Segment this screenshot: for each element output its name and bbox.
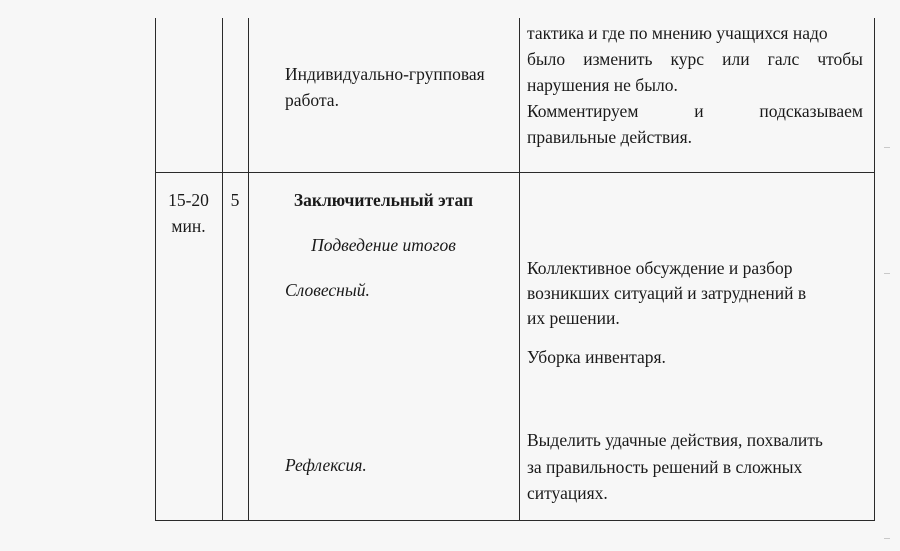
row1-col3-line2: работа. bbox=[285, 90, 339, 110]
word: чтобы bbox=[817, 49, 863, 69]
method-verbal: Словесный. bbox=[285, 280, 370, 300]
activity-cleanup: Уборка инвентаря. bbox=[527, 347, 666, 367]
activity-praise-line3: ситуациях. bbox=[527, 483, 608, 503]
stage-subtitle: Подведение итогов bbox=[311, 235, 456, 255]
activity-praise-line1: Выделить удачные действия, похвалить bbox=[527, 430, 823, 450]
word: Комментируем bbox=[527, 101, 639, 121]
word: изменить bbox=[583, 49, 653, 69]
stage-title: Заключительный этап bbox=[293, 190, 474, 210]
row1-col4-line2 bbox=[527, 46, 863, 72]
stage-number: 5 bbox=[230, 190, 240, 210]
word: галс bbox=[767, 49, 800, 69]
word: или bbox=[722, 49, 750, 69]
activity-discussion-line2: возникших ситуаций и затруднений в bbox=[527, 283, 807, 303]
table-border-left bbox=[155, 18, 156, 521]
margin-tick bbox=[884, 538, 890, 539]
row1-col4-line1: тактика и где по мнению учащихся надо bbox=[527, 23, 828, 43]
row1-col4-line5: правильные действия. bbox=[527, 127, 692, 147]
table-border-right bbox=[874, 18, 875, 521]
margin-tick bbox=[884, 147, 890, 148]
activity-praise-line2: за правильность решений в сложных bbox=[527, 457, 803, 477]
time-range: 15-20 bbox=[168, 190, 209, 210]
table-border-bottom bbox=[155, 520, 875, 521]
method-reflection: Рефлексия. bbox=[285, 455, 367, 475]
word: курс bbox=[670, 49, 705, 69]
row1-col4-line4 bbox=[527, 98, 863, 124]
word: и bbox=[694, 101, 704, 121]
table-border-col4 bbox=[519, 18, 520, 521]
activity-discussion-line3: их решении. bbox=[527, 308, 620, 328]
table-border-col3 bbox=[248, 18, 249, 521]
activity-discussion-line1: Коллективное обсуждение и разбор bbox=[527, 258, 793, 278]
word: подсказываем bbox=[759, 101, 863, 121]
table-border-col2 bbox=[222, 18, 223, 521]
word: было bbox=[527, 49, 566, 69]
table-row-separator bbox=[155, 172, 875, 173]
margin-tick bbox=[884, 273, 890, 274]
row1-col3-line1: Индивидуально-групповая bbox=[285, 64, 485, 84]
time-unit: мин. bbox=[171, 216, 206, 236]
row1-col4-line3: нарушения не было. bbox=[527, 75, 678, 95]
